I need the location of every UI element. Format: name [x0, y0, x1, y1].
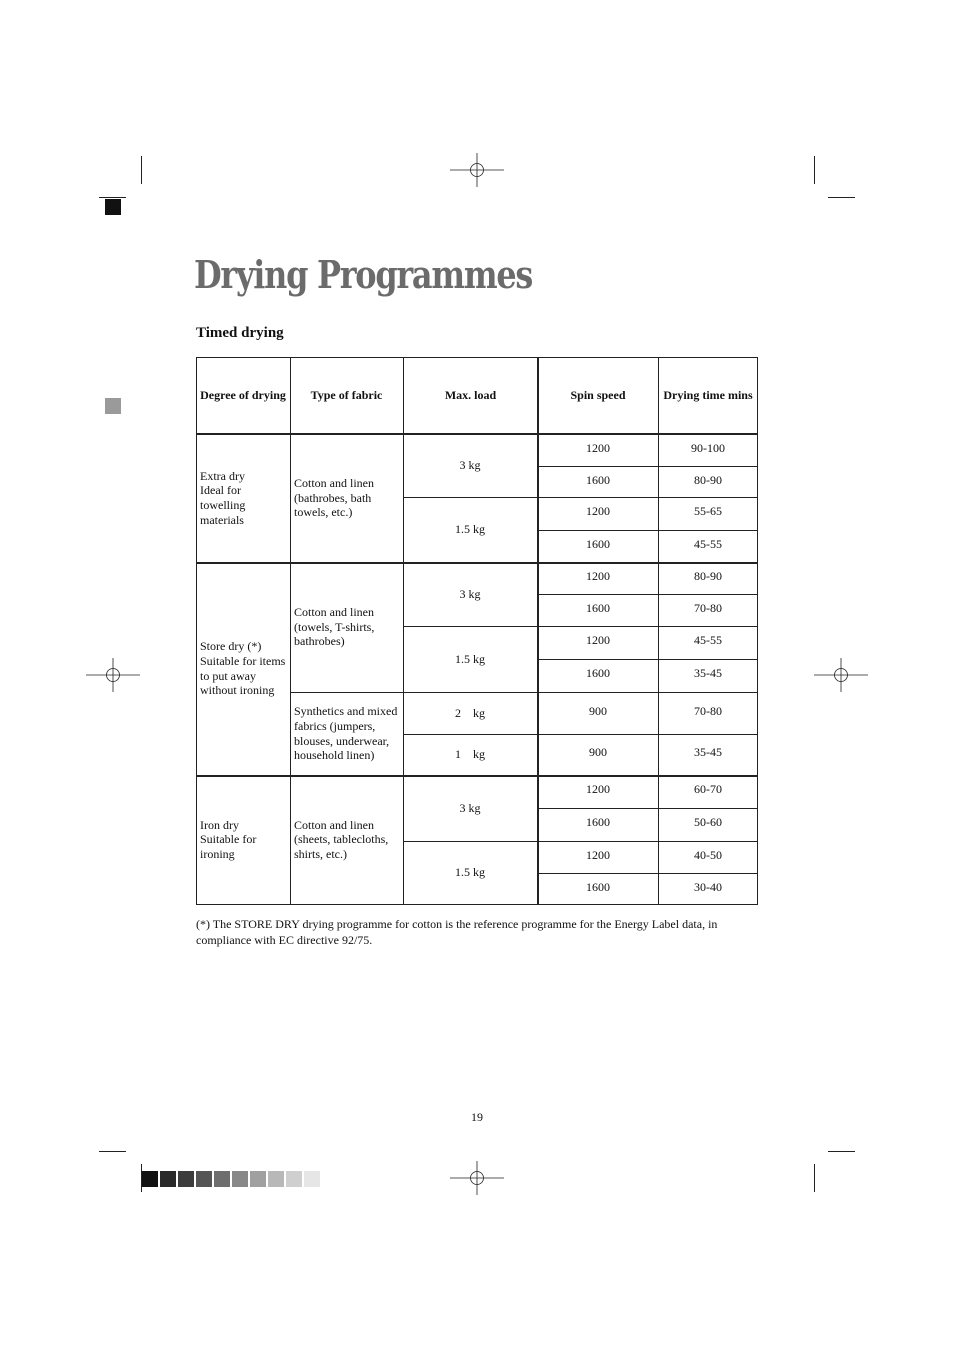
spin-cell [540, 592, 656, 624]
load-cell [406, 734, 534, 775]
drying-programmes-table [196, 357, 758, 905]
time-cell-text: 35-45 [694, 666, 722, 681]
time-cell [660, 528, 756, 561]
fabric-cell [294, 775, 400, 904]
header-time [662, 357, 754, 434]
header-degree-text: Degree of drying [200, 388, 286, 403]
spin-cell-text: 1200 [586, 633, 610, 648]
fabric-cell-text: Cotton and linen (towels, T-shirts, bathrobes) [294, 605, 375, 649]
time-cell-text: 60-70 [694, 782, 722, 797]
color-swatch [160, 1171, 176, 1187]
load-cell-text: 3 kg [459, 458, 481, 473]
time-cell-text: 35-45 [694, 745, 722, 760]
color-calibration-bar [142, 1171, 322, 1187]
load-cell [406, 497, 534, 562]
degree-cell [200, 434, 288, 562]
spin-cell [540, 464, 656, 496]
time-cell-text: 70-80 [694, 600, 722, 615]
registration-mark-bottom [450, 1161, 504, 1195]
spin-cell-text: 1200 [586, 440, 610, 455]
spin-cell [540, 690, 656, 732]
spin-cell-text: 900 [589, 703, 607, 718]
time-cell-text: 30-40 [694, 879, 722, 894]
load-cell-text: 1.5 kg [455, 865, 485, 880]
time-cell-text: 45-55 [694, 633, 722, 648]
load-cell-text: 3 kg [459, 586, 481, 601]
color-swatch [214, 1171, 230, 1187]
fabric-cell [294, 692, 400, 775]
load-cell [406, 562, 534, 626]
time-cell-text: 70-80 [694, 703, 722, 718]
degree-cell-text: Store dry (*) Suitable for items to put away without ironing [200, 639, 286, 698]
time-cell [660, 495, 756, 528]
spin-cell [540, 624, 656, 657]
time-cell-text: 55-65 [694, 504, 722, 519]
time-cell-text: 80-90 [694, 472, 722, 487]
load-cell-text: 1.5 kg [455, 522, 485, 537]
header-spin-text: Spin speed [570, 388, 626, 403]
color-swatch [142, 1171, 158, 1187]
header-time-text: Drying time mins [663, 388, 753, 403]
table-rule [196, 357, 197, 905]
load-cell [406, 841, 534, 904]
table-rule [757, 357, 758, 905]
header-fabric-text: Type of fabric [310, 388, 383, 403]
color-swatch [178, 1171, 194, 1187]
fabric-cell [294, 434, 400, 562]
time-cell [660, 773, 756, 806]
color-swatch [268, 1171, 284, 1187]
time-cell [660, 839, 756, 871]
time-cell [660, 690, 756, 732]
time-cell [660, 806, 756, 839]
spin-cell [540, 657, 656, 690]
section-title: Timed drying [196, 325, 284, 341]
table-rule [290, 357, 291, 905]
color-swatch [286, 1171, 302, 1187]
time-cell-text: 40-50 [694, 847, 722, 862]
spin-cell [540, 871, 656, 903]
registration-mark-right [814, 658, 868, 692]
spin-cell [540, 495, 656, 528]
load-cell [406, 775, 534, 841]
spin-cell [540, 732, 656, 773]
fabric-cell-text: Cotton and linen (sheets, tablecloths, shirts, etc.) [294, 817, 389, 861]
time-cell-text: 50-60 [694, 815, 722, 830]
time-cell-text: 90-100 [691, 440, 725, 455]
time-cell-text: 45-55 [694, 537, 722, 552]
time-cell [660, 432, 756, 464]
load-cell [406, 626, 534, 692]
registration-mark-top [450, 153, 504, 187]
spin-cell-text: 1200 [586, 504, 610, 519]
spin-cell-text: 1600 [586, 600, 610, 615]
spin-cell [540, 432, 656, 464]
spin-cell-text: 1200 [586, 782, 610, 797]
color-swatch [250, 1171, 266, 1187]
header-fabric [294, 357, 399, 434]
spin-cell [540, 839, 656, 871]
spin-cell-text: 1600 [586, 472, 610, 487]
page-title: Drying Programmes [194, 252, 533, 297]
color-swatch [232, 1171, 248, 1187]
time-cell [660, 560, 756, 592]
time-cell [660, 592, 756, 624]
time-cell [660, 624, 756, 657]
spin-cell [540, 528, 656, 561]
table-rule [196, 904, 758, 905]
header-degree [200, 357, 286, 434]
load-cell [406, 434, 534, 497]
fabric-cell [294, 562, 400, 692]
page-number: 19 [471, 1110, 483, 1124]
load-cell [406, 692, 534, 734]
load-cell-text: 2 kg [455, 705, 485, 720]
time-cell [660, 871, 756, 903]
header-load [407, 357, 534, 434]
degree-cell-text: Iron dry Suitable for ironing [200, 817, 257, 861]
time-cell-text: 80-90 [694, 568, 722, 583]
spin-cell-text: 1600 [586, 879, 610, 894]
spin-cell-text: 1200 [586, 568, 610, 583]
spin-cell-text: 1600 [586, 815, 610, 830]
header-load-text: Max. load [444, 388, 497, 403]
spin-cell-text: 900 [589, 745, 607, 760]
color-swatch [196, 1171, 212, 1187]
degree-cell [200, 562, 288, 775]
registration-mark-left [86, 658, 140, 692]
fabric-cell-text: Synthetics and mixed fabrics (jumpers, blouses, underwear, household linen) [294, 704, 398, 763]
spin-cell [540, 773, 656, 806]
spin-cell-text: 1600 [586, 666, 610, 681]
load-cell-text: 3 kg [459, 800, 481, 815]
degree-cell [200, 775, 288, 904]
table-rule [658, 357, 659, 905]
fabric-cell-text: Cotton and linen (bathrobes, bath towels, etc.) [294, 476, 374, 520]
time-cell [660, 464, 756, 496]
gray-marker-square [105, 398, 121, 414]
load-cell-text: 1 kg [455, 747, 485, 762]
time-cell [660, 657, 756, 690]
color-swatch [304, 1171, 320, 1187]
spin-cell-text: 1600 [586, 537, 610, 552]
table-rule [403, 357, 404, 905]
spin-cell [540, 806, 656, 839]
footnote: (*) The STORE DRY drying programme for cotton is the reference programme for the Energy Label data, in compliance with EC directive 92/75. [196, 917, 718, 947]
time-cell [660, 732, 756, 773]
spin-cell-text: 1200 [586, 847, 610, 862]
header-spin [542, 357, 654, 434]
black-marker-square [105, 199, 121, 215]
degree-cell-text: Extra dry Ideal for towelling materials [200, 468, 246, 527]
table-rule [537, 357, 539, 905]
spin-cell [540, 560, 656, 592]
load-cell-text: 1.5 kg [455, 651, 485, 666]
